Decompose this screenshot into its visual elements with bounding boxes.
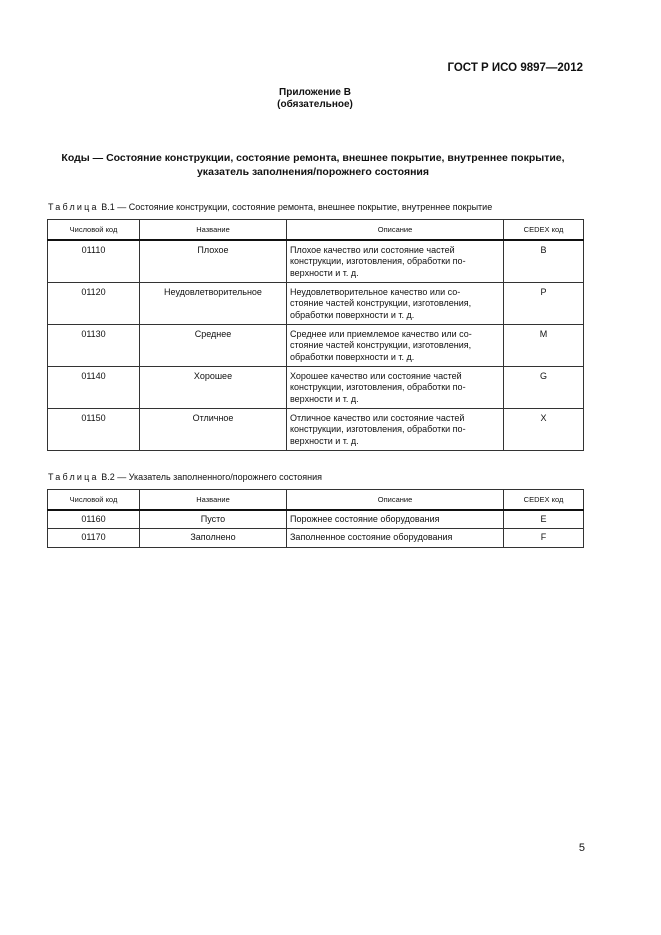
header-cedex-code: CEDEX код bbox=[504, 490, 584, 511]
cell-cedex: M bbox=[504, 325, 584, 367]
cell-name: Хорошее bbox=[140, 367, 287, 409]
desc-line: Неудовлетворительное качество или со- bbox=[290, 287, 461, 297]
table-row bbox=[48, 240, 584, 283]
cell-code: 01160 bbox=[48, 510, 140, 529]
table2-caption-text: В.2 — Указатель заполненного/порожнего состояния bbox=[98, 472, 322, 482]
desc-line: Плохое качество или состояние частей bbox=[290, 245, 455, 255]
cell-name: Заполнено bbox=[140, 529, 287, 547]
cell-cedex: F bbox=[504, 529, 584, 547]
cell-name: Неудовлетворительное bbox=[140, 283, 287, 325]
desc-line: конструкции, изготовления, обработки по- bbox=[290, 382, 466, 393]
header-description: Описание bbox=[287, 220, 504, 241]
table-row bbox=[48, 283, 584, 325]
desc-line: обработки поверхности и т. д. bbox=[290, 351, 415, 362]
cell-description bbox=[287, 367, 504, 409]
cell-name: Среднее bbox=[140, 325, 287, 367]
desc-line: Среднее или приемлемое качество или со- bbox=[290, 329, 472, 339]
cell-code: 01150 bbox=[48, 409, 140, 451]
page-title bbox=[30, 151, 596, 179]
table-row bbox=[48, 529, 584, 547]
header-numeric-code: Числовой код bbox=[48, 490, 140, 511]
table-row bbox=[48, 409, 584, 451]
header-name: Название bbox=[140, 220, 287, 241]
table-row bbox=[48, 367, 584, 409]
table-row bbox=[48, 325, 584, 367]
table1-caption bbox=[48, 202, 492, 212]
desc-line: Хорошее качество или состояние частей bbox=[290, 371, 462, 381]
page-title-line-2: указатель заполнения/порожнего состояния bbox=[196, 166, 430, 178]
cell-name: Отличное bbox=[140, 409, 287, 451]
header-cedex-code: CEDEX код bbox=[504, 220, 584, 241]
table-fill-status-codes bbox=[47, 489, 584, 548]
cell-description bbox=[287, 240, 504, 283]
header-numeric-code: Числовой код bbox=[48, 220, 140, 241]
desc-line: стояние частей конструкции, изготовления, bbox=[290, 298, 472, 309]
desc-line: конструкции, изготовления, обработки по- bbox=[290, 424, 466, 435]
annex-status: (обязательное) bbox=[277, 99, 353, 110]
cell-name: Пусто bbox=[140, 510, 287, 529]
cell-code: 01120 bbox=[48, 283, 140, 325]
cell-code: 01110 bbox=[48, 240, 140, 283]
table2-caption bbox=[48, 472, 322, 482]
cell-name: Плохое bbox=[140, 240, 287, 283]
cell-description: Заполненное состояние оборудования bbox=[287, 529, 504, 547]
table-row bbox=[48, 510, 584, 529]
cell-description bbox=[287, 325, 504, 367]
page-title-line-1: Коды — Состояние конструкции, состояние ремонта, внешнее покрытие, внутреннее покрытие, bbox=[61, 152, 565, 164]
cell-cedex: X bbox=[504, 409, 584, 451]
table-header-row bbox=[48, 490, 584, 511]
table2-caption-prefix: Таблица bbox=[48, 472, 99, 482]
table1-caption-text: В.1 — Состояние конструкции, состояние ремонта, внешнее покрытие, внутреннее покрытие bbox=[98, 202, 493, 212]
desc-line: верхности и т. д. bbox=[290, 435, 359, 446]
annex-heading bbox=[0, 87, 630, 111]
cell-cedex: E bbox=[504, 510, 584, 529]
cell-description bbox=[287, 283, 504, 325]
cell-description: Порожнее состояние оборудования bbox=[287, 510, 504, 529]
header-name: Название bbox=[140, 490, 287, 511]
table-condition-codes bbox=[47, 219, 584, 451]
cell-code: 01170 bbox=[48, 529, 140, 547]
desc-line: верхности и т. д. bbox=[290, 393, 359, 404]
cell-code: 01140 bbox=[48, 367, 140, 409]
desc-line: Отличное качество или состояние частей bbox=[290, 413, 465, 423]
desc-line: верхности и т. д. bbox=[290, 267, 359, 278]
cell-cedex: G bbox=[504, 367, 584, 409]
cell-cedex: B bbox=[504, 240, 584, 283]
table-header-row bbox=[48, 220, 584, 241]
desc-line: конструкции, изготовления, обработки по- bbox=[290, 256, 466, 267]
desc-line: стояние частей конструкции, изготовления, bbox=[290, 340, 472, 351]
cell-description bbox=[287, 409, 504, 451]
desc-line: обработки поверхности и т. д. bbox=[290, 309, 415, 320]
cell-code: 01130 bbox=[48, 325, 140, 367]
table1-caption-prefix: Таблица bbox=[48, 202, 99, 212]
cell-cedex: P bbox=[504, 283, 584, 325]
page-number: 5 bbox=[578, 842, 585, 854]
annex-title: Приложение В bbox=[279, 87, 351, 98]
header-description: Описание bbox=[287, 490, 504, 511]
document-code: ГОСТ Р ИСО 9897—2012 bbox=[447, 62, 583, 74]
